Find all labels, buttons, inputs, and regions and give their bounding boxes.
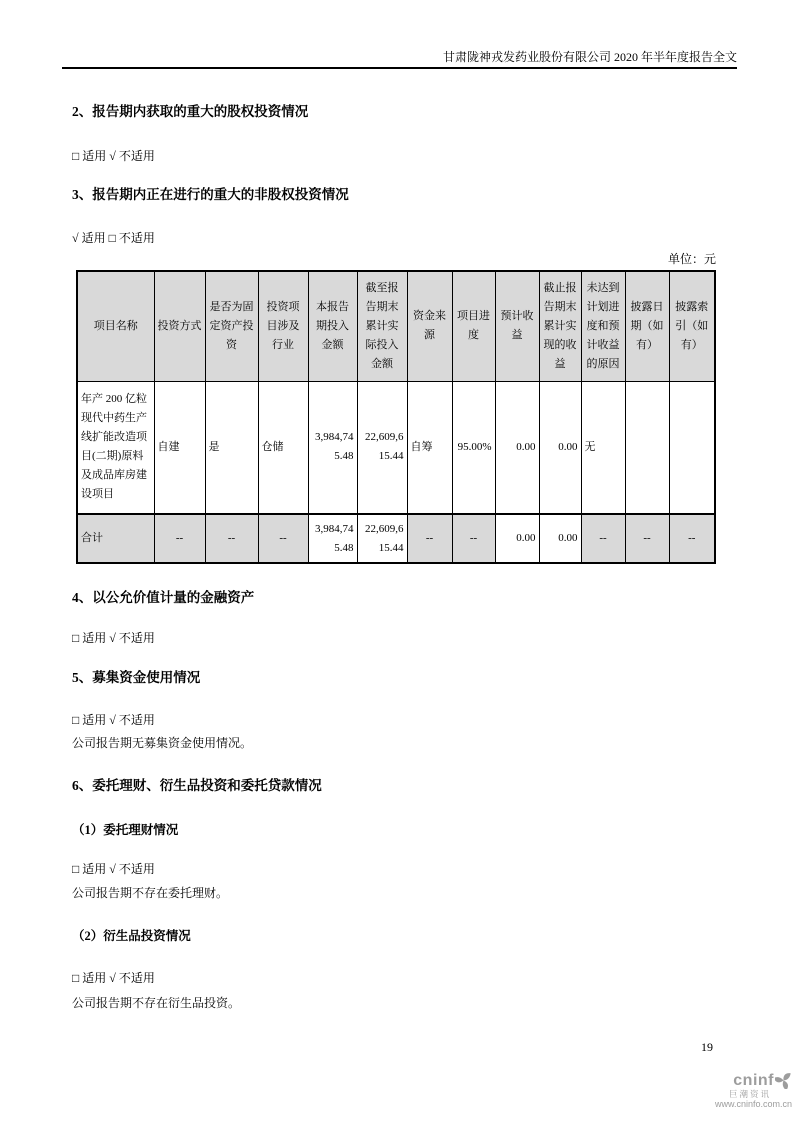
table-data-row <box>77 381 715 514</box>
table-cell: -- <box>581 514 625 563</box>
column-header: 截止报告期末累计实现的收益 <box>539 271 581 381</box>
table-cell: -- <box>205 514 258 563</box>
cninfo-brand: cninf <box>733 1072 774 1089</box>
section-2-heading: 2、报告期内获取的重大的股权投资情况 <box>72 104 309 119</box>
cninfo-swirl-icon <box>775 1072 792 1089</box>
table-cell: 合计 <box>77 514 154 563</box>
section-6-1-note: 公司报告期不存在委托理财。 <box>72 886 229 900</box>
table-cell: 22,609,615.44 <box>357 381 407 514</box>
column-header: 截至报告期末累计实际投入金额 <box>357 271 407 381</box>
table-cell: 22,609,615.44 <box>357 514 407 563</box>
cninfo-logo <box>706 1072 792 1110</box>
page-number: 19 <box>701 1040 713 1054</box>
section-6-1-applicability: □ 适用 √ 不适用 <box>72 862 155 876</box>
section-6-2-applicability: □ 适用 √ 不适用 <box>72 971 155 985</box>
column-header: 项目进度 <box>452 271 495 381</box>
table-cell: -- <box>154 514 205 563</box>
column-header: 预计收益 <box>495 271 539 381</box>
column-header: 资金来源 <box>407 271 452 381</box>
table-cell: -- <box>669 514 715 563</box>
table-total-row <box>77 514 715 563</box>
document-header-title: 甘肃陇神戎发药业股份有限公司 2020 年半年度报告全文 <box>442 50 737 64</box>
table-cell: -- <box>452 514 495 563</box>
section-5-applicability: □ 适用 √ 不适用 <box>72 713 155 727</box>
section-2-applicability: □ 适用 √ 不适用 <box>72 149 155 163</box>
table-cell: 3,984,745.48 <box>308 381 357 514</box>
table-unit-label: 单位：元 <box>667 252 716 266</box>
column-header: 本报告期投入金额 <box>308 271 357 381</box>
page-content <box>72 67 738 1011</box>
table-cell: 0.00 <box>495 381 539 514</box>
investment-table-block <box>76 252 716 564</box>
investment-table <box>76 270 716 564</box>
table-cell: 95.00% <box>452 381 495 514</box>
table-cell: 是 <box>205 381 258 514</box>
table-cell: 0.00 <box>495 514 539 563</box>
column-header: 披露索引（如有） <box>669 271 715 381</box>
table-cell <box>625 381 669 514</box>
table-cell: 仓储 <box>258 381 308 514</box>
section-4-heading: 4、以公允价值计量的金融资产 <box>72 590 255 605</box>
column-header: 披露日期（如有） <box>625 271 669 381</box>
table-cell <box>669 381 715 514</box>
table-cell: 无 <box>581 381 625 514</box>
table-cell: 自建 <box>154 381 205 514</box>
table-header-row <box>77 271 715 381</box>
table-cell: 0.00 <box>539 381 581 514</box>
column-header: 项目名称 <box>77 271 154 381</box>
section-3-heading: 3、报告期内正在进行的重大的非股权投资情况 <box>72 187 349 202</box>
column-header: 是否为固定资产投资 <box>205 271 258 381</box>
table-cell: 3,984,745.48 <box>308 514 357 563</box>
table-cell: 0.00 <box>539 514 581 563</box>
cninfo-brand-row <box>706 1072 792 1089</box>
table-cell: -- <box>258 514 308 563</box>
section-6-1-heading: （1）委托理财情况 <box>72 823 179 837</box>
section-6-heading: 6、委托理财、衍生品投资和委托贷款情况 <box>72 778 322 793</box>
cninfo-brand-cn: 巨潮资讯 <box>728 1089 771 1099</box>
table-cell: -- <box>625 514 669 563</box>
cninfo-url: www.cninfo.com.cn <box>714 1099 792 1109</box>
table-cell: 自筹 <box>407 381 452 514</box>
column-header: 未达到计划进度和预计收益的原因 <box>581 271 625 381</box>
section-6-2-heading: （2）衍生品投资情况 <box>72 929 191 943</box>
section-6-2-note: 公司报告期不存在衍生品投资。 <box>72 996 241 1010</box>
section-5-heading: 5、募集资金使用情况 <box>72 670 201 685</box>
column-header: 投资项目涉及行业 <box>258 271 308 381</box>
table-cell: -- <box>407 514 452 563</box>
column-header: 投资方式 <box>154 271 205 381</box>
section-3-applicability: √ 适用 □ 不适用 <box>72 231 155 245</box>
table-cell: 年产 200 亿粒现代中药生产线扩能改造项目(二期)原料及成品库房建设项目 <box>77 381 154 514</box>
section-5-note: 公司报告期无募集资金使用情况。 <box>72 736 253 750</box>
section-4-applicability: □ 适用 √ 不适用 <box>72 631 155 645</box>
